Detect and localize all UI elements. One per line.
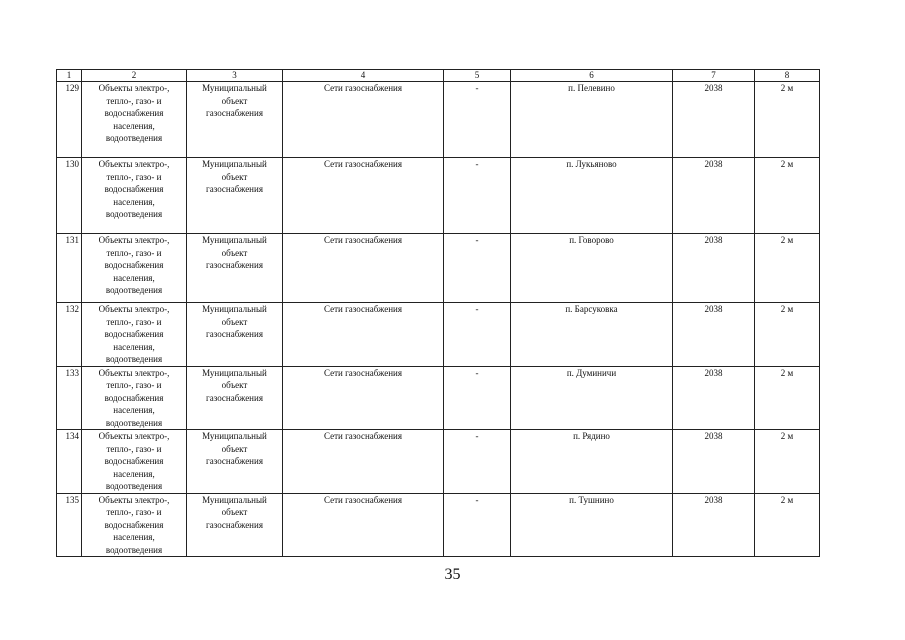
table-row: [57, 158, 820, 234]
year-cell: 2038: [673, 234, 755, 303]
location-cell: п. Лукьяново: [511, 158, 673, 234]
col5-cell: -: [444, 82, 511, 158]
table-row: [57, 234, 820, 303]
page-number: 35: [444, 566, 461, 583]
header-col-4: 4: [283, 70, 444, 82]
table-row: [57, 430, 820, 494]
year-cell: 2038: [673, 82, 755, 158]
zone-cell: 2 м: [755, 82, 820, 158]
col5-cell: -: [444, 366, 511, 430]
header-col-5: 5: [444, 70, 511, 82]
location-cell: п. Рядино: [511, 430, 673, 494]
header-col-7: 7: [673, 70, 755, 82]
object-type-cell: Муниципальный объект газоснабжения: [187, 158, 283, 234]
location-cell: п. Говорово: [511, 234, 673, 303]
header-row: [57, 70, 820, 82]
table-row: [57, 303, 820, 367]
year-cell: 2038: [673, 158, 755, 234]
row-number-cell: 134: [57, 430, 82, 494]
object-name-cell: Сети газоснабжения: [283, 493, 444, 557]
object-name-cell: Сети газоснабжения: [283, 158, 444, 234]
object-type-cell: Муниципальный объект газоснабжения: [187, 303, 283, 367]
year-cell: 2038: [673, 430, 755, 494]
object-name-cell: Сети газоснабжения: [283, 82, 444, 158]
table-header: [57, 70, 820, 82]
object-category-cell: Объекты электро-, тепло-, газо- и водоснабжения населения, водоотведения: [82, 234, 187, 303]
zone-cell: 2 м: [755, 493, 820, 557]
year-cell: 2038: [673, 366, 755, 430]
year-cell: 2038: [673, 303, 755, 367]
header-col-3: 3: [187, 70, 283, 82]
row-number-cell: 132: [57, 303, 82, 367]
object-name-cell: Сети газоснабжения: [283, 303, 444, 367]
col5-cell: -: [444, 234, 511, 303]
header-col-6: 6: [511, 70, 673, 82]
location-cell: п. Думиничи: [511, 366, 673, 430]
object-category-cell: Объекты электро-, тепло-, газо- и водоснабжения населения, водоотведения: [82, 493, 187, 557]
zone-cell: 2 м: [755, 158, 820, 234]
object-category-cell: Объекты электро-, тепло-, газо- и водоснабжения населения, водоотведения: [82, 82, 187, 158]
object-category-cell: Объекты электро-, тепло-, газо- и водоснабжения населения, водоотведения: [82, 303, 187, 367]
row-number-cell: 129: [57, 82, 82, 158]
zone-cell: 2 м: [755, 430, 820, 494]
year-cell: 2038: [673, 493, 755, 557]
object-name-cell: Сети газоснабжения: [283, 430, 444, 494]
object-name-cell: Сети газоснабжения: [283, 366, 444, 430]
object-type-cell: Муниципальный объект газоснабжения: [187, 366, 283, 430]
location-cell: п. Тушнино: [511, 493, 673, 557]
zone-cell: 2 м: [755, 234, 820, 303]
object-type-cell: Муниципальный объект газоснабжения: [187, 430, 283, 494]
table-row: [57, 366, 820, 430]
row-number-cell: 131: [57, 234, 82, 303]
object-type-cell: Муниципальный объект газоснабжения: [187, 234, 283, 303]
document-table: [56, 69, 820, 557]
object-name-cell: Сети газоснабжения: [283, 234, 444, 303]
header-col-2: 2: [82, 70, 187, 82]
row-number-cell: 130: [57, 158, 82, 234]
table-row: [57, 493, 820, 557]
header-col-8: 8: [755, 70, 820, 82]
location-cell: п. Пелевино: [511, 82, 673, 158]
zone-cell: 2 м: [755, 303, 820, 367]
object-type-cell: Муниципальный объект газоснабжения: [187, 82, 283, 158]
col5-cell: -: [444, 303, 511, 367]
table-body: [57, 82, 820, 557]
object-category-cell: Объекты электро-, тепло-, газо- и водоснабжения населения, водоотведения: [82, 430, 187, 494]
object-type-cell: Муниципальный объект газоснабжения: [187, 493, 283, 557]
row-number-cell: 133: [57, 366, 82, 430]
col5-cell: -: [444, 158, 511, 234]
row-number-cell: 135: [57, 493, 82, 557]
location-cell: п. Барсуковка: [511, 303, 673, 367]
zone-cell: 2 м: [755, 366, 820, 430]
object-category-cell: Объекты электро-, тепло-, газо- и водоснабжения населения, водоотведения: [82, 366, 187, 430]
header-col-1: 1: [57, 70, 82, 82]
table-row: [57, 82, 820, 158]
col5-cell: -: [444, 430, 511, 494]
col5-cell: -: [444, 493, 511, 557]
object-category-cell: Объекты электро-, тепло-, газо- и водоснабжения населения, водоотведения: [82, 158, 187, 234]
